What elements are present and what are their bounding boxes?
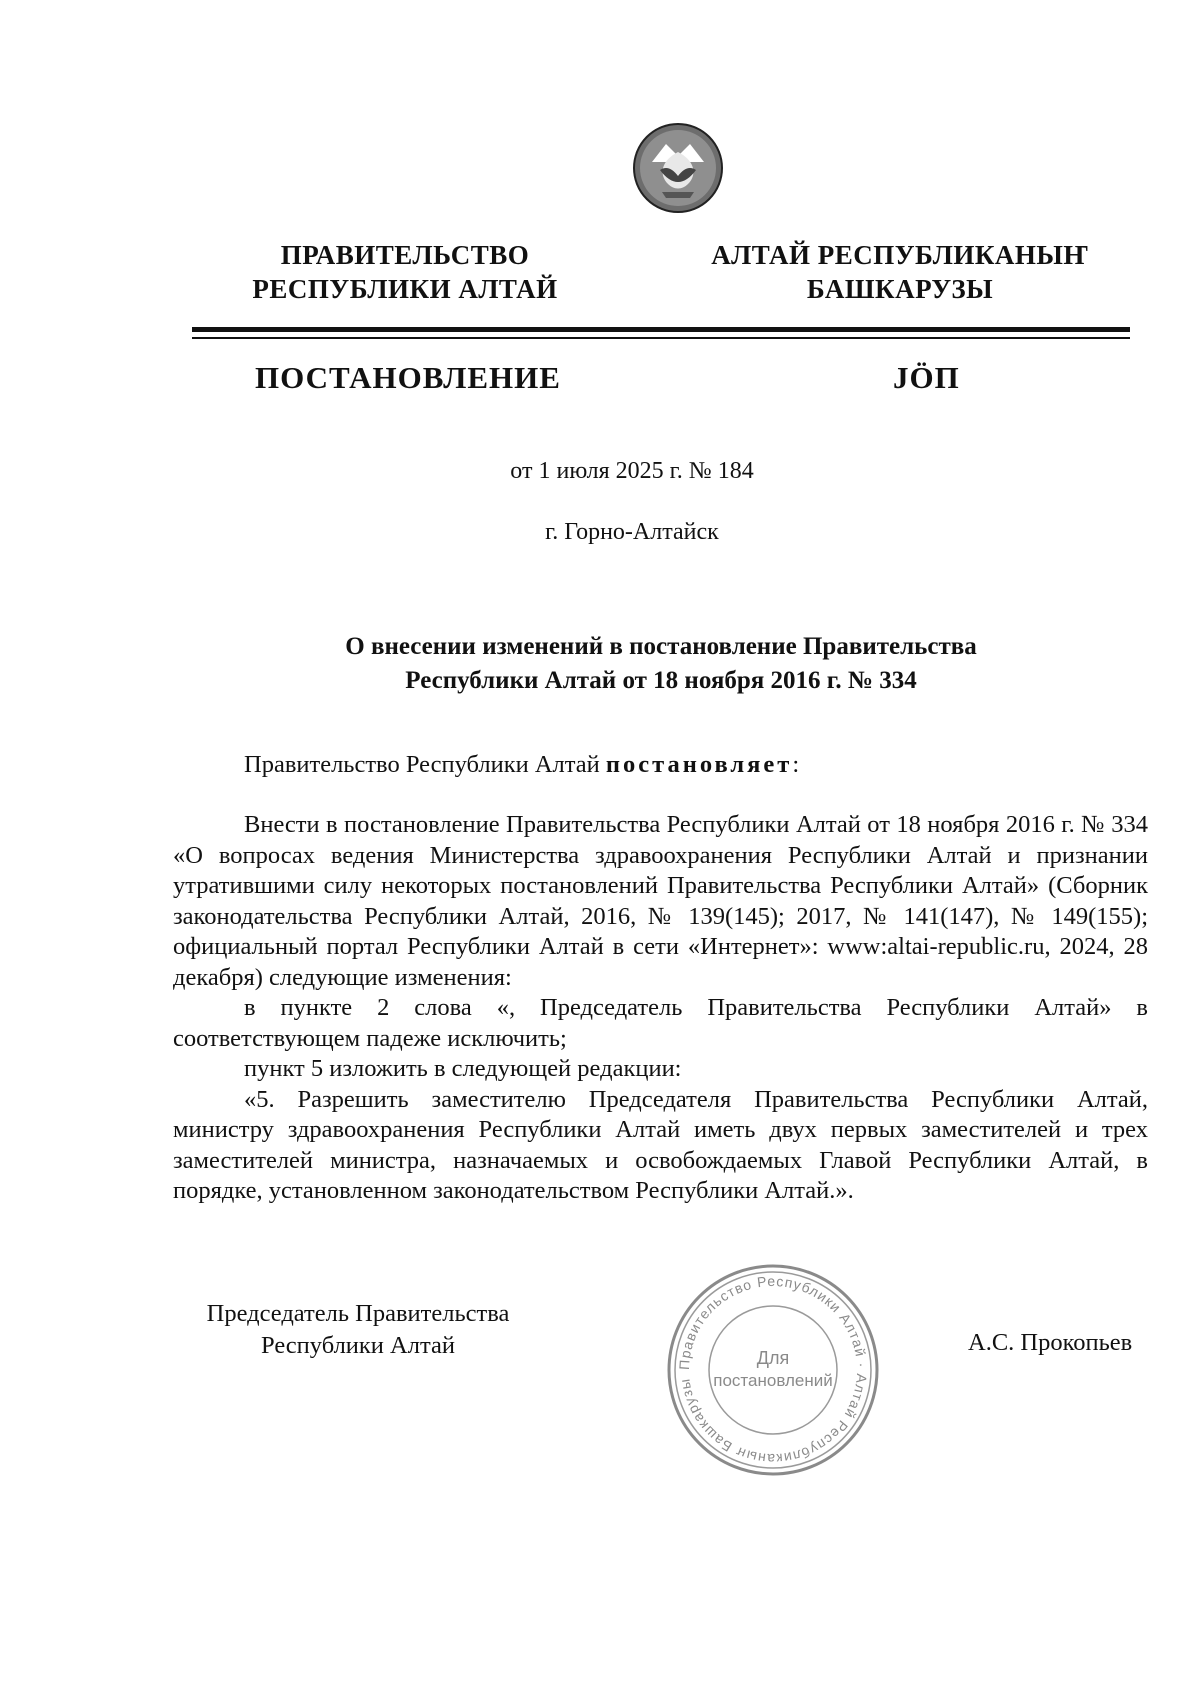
signatory-position-line1: Председатель Правительства (206, 1300, 510, 1327)
government-name-ru-line1: ПРАВИТЕЛЬСТВО (280, 240, 530, 270)
intro-text: Правительство Республики Алтай (244, 751, 606, 778)
paragraph-3: пункт 5 изложить в следующей редакции: (244, 1055, 682, 1082)
stamp-center-line2: постановлений (713, 1371, 833, 1390)
signatory-position-line2: Республики Алтай (261, 1332, 455, 1359)
government-name-alt (700, 238, 1100, 306)
republic-emblem-icon (632, 122, 724, 214)
header-rule-thick (192, 327, 1130, 332)
document-title (192, 630, 1130, 698)
stamp-ring-text: Правительство Республики Алтай · Алтай Республиканыҥ Башкарузы (675, 1272, 871, 1468)
doc-type-ru: ПОСТАНОВЛЕНИЕ (255, 360, 561, 395)
signatory-name: А.С. Прокопьев (968, 1329, 1133, 1356)
paragraph-1: Внести в постановление Правительства Республики Алтай от 18 ноября 2016 г. № 334 «О вопросах ведения Министерства здравоохранения Республики Алтай и признании утратившими силу некоторых постановлений Правительства Республики Алтай» (Сборник законодательства Республики Алтай, 2016, № 139(145); 2017, № 141(147), № 149(155); официальный портал Республики Алтай в сети «Интернет»: www:altai-republic.ru, 2024, 28 декабря) следующие изменения: (173, 811, 1148, 991)
date-number: от 1 июля 2025 г. № 184 (510, 458, 754, 484)
header-rule-thin (192, 337, 1130, 339)
document-title-line1: О внесении изменений в постановление Правительства (345, 633, 977, 660)
government-name-ru (205, 238, 605, 306)
document-title-line2: Республики Алтай от 18 ноября 2016 г. № 334 (405, 667, 917, 694)
body-text (173, 810, 1148, 1207)
stamp-center-line1: Для (756, 1348, 790, 1368)
city: г. Горно-Алтайск (545, 519, 719, 545)
government-name-ru-line2: РЕСПУБЛИКИ АЛТАЙ (252, 274, 558, 304)
intro-emphasis: постановляет (605, 751, 793, 778)
signatory-position (188, 1298, 528, 1362)
doc-type-alt: JÖП (893, 360, 960, 395)
official-stamp (663, 1260, 883, 1480)
paragraph-4: «5. Разрешить заместителю Председателя Правительства Республики Алтай, министру здравоохранения Республики Алтай иметь двух первых заместителей и трех заместителей министра, назначаемых и освобождаемых Главой Республики Алтай, в порядке, установленном законодательством Республики Алтай.». (173, 1085, 1148, 1204)
government-name-alt-line2: БАШКАРУЗЫ (806, 274, 994, 304)
resolution-intro (173, 750, 1148, 781)
intro-tail: : (792, 751, 800, 778)
government-name-alt-line1: АЛТАЙ РЕСПУБЛИКАНЫҤ (711, 240, 1089, 270)
paragraph-2: в пункте 2 слова «, Председатель Правительства Республики Алтай» в соответствующем падеже исключить; (173, 994, 1148, 1052)
